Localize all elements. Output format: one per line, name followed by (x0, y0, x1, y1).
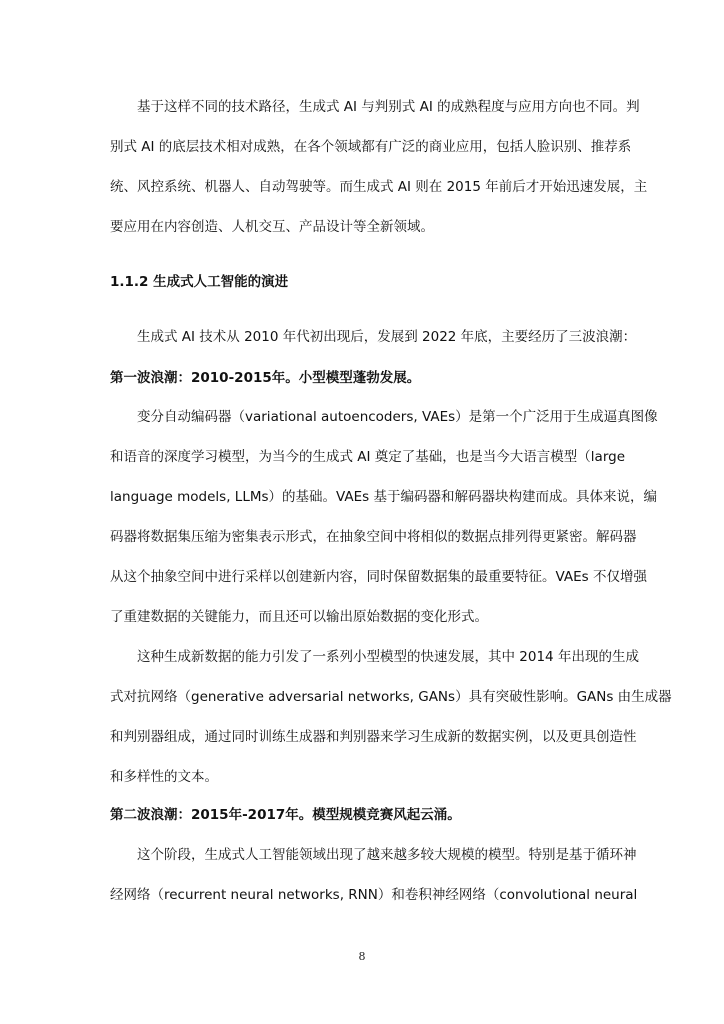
vae-paragraph-line-6: 了重建数据的关键能力，而且还可以输出原始数据的变化形式。 (110, 609, 488, 625)
second-wave-heading: 第二波浪潮：2015年-2017年。模型规模竞赛风起云涌。 (110, 807, 461, 823)
paragraph-1-line-3: 统、风控系统、机器人、自动驾驶等。而生成式 AI 则在 2015 年前后才开始迅速发展，主 (110, 179, 648, 195)
gan-paragraph-line-1: 这种生成新数据的能力引发了一系列小型模型的快速发展，其中 2014 年出现的生成 (137, 649, 639, 665)
gan-paragraph-line-3: 和判别器组成，通过同时训练生成器和判别器来学习生成新的数据实例，以及更具创造性 (110, 729, 637, 745)
gan-paragraph-line-4: 和多样性的文本。 (110, 769, 218, 785)
final-paragraph-line-2: 经网络（recurrent neural networks, RNN）和卷积神经网络（convolutional neural (110, 887, 638, 903)
vae-paragraph-line-4: 码器将数据集压缩为密集表示形式，在抽象空间中将相似的数据点排列得更紧密。解码器 (110, 529, 637, 545)
intro-line: 生成式 AI 技术从 2010 年代初出现后，发展到 2022 年底，主要经历了三波浪潮： (137, 329, 637, 345)
first-wave-heading: 第一波浪潮：2010-2015年。小型模型蓬勃发展。 (110, 370, 421, 386)
vae-paragraph-line-1: 变分自动编码器（variational autoencoders, VAEs）是第一个广泛用于生成逼真图像 (137, 409, 658, 425)
page-number: 8 (358, 950, 366, 963)
paragraph-1-line-2: 别式 AI 的底层技术相对成熟，在各个领域都有广泛的商业应用，包括人脸识别、推荐系 (110, 139, 632, 155)
vae-paragraph-line-5: 从这个抽象空间中进行采样以创建新内容，同时保留数据集的最重要特征。VAEs 不仅增强 (110, 569, 647, 585)
vae-paragraph-line-2: 和语音的深度学习模型，为当今的生成式 AI 奠定了基础，也是当今大语言模型（large (110, 449, 626, 465)
paragraph-1-line-4: 要应用在内容创造、人机交互、产品设计等全新领域。 (110, 219, 434, 235)
final-paragraph-line-1: 这个阶段，生成式人工智能领域出现了越来越多较大规模的模型。特别是基于循环神 (137, 847, 637, 863)
paragraph-1-line-1: 基于这样不同的技术路径，生成式 AI 与判别式 AI 的成熟程度与应用方向也不同。判 (137, 99, 640, 115)
section-heading: 1.1.2 生成式人工智能的演进 (110, 274, 289, 290)
vae-paragraph-line-3: language models, LLMs）的基础。VAEs 基于编码器和解码器块构建而成。具体来说，编 (110, 489, 657, 505)
gan-paragraph-line-2: 式对抗网络（generative adversarial networks, GANs）具有突破性影响。GANs 由生成器 (110, 689, 672, 705)
